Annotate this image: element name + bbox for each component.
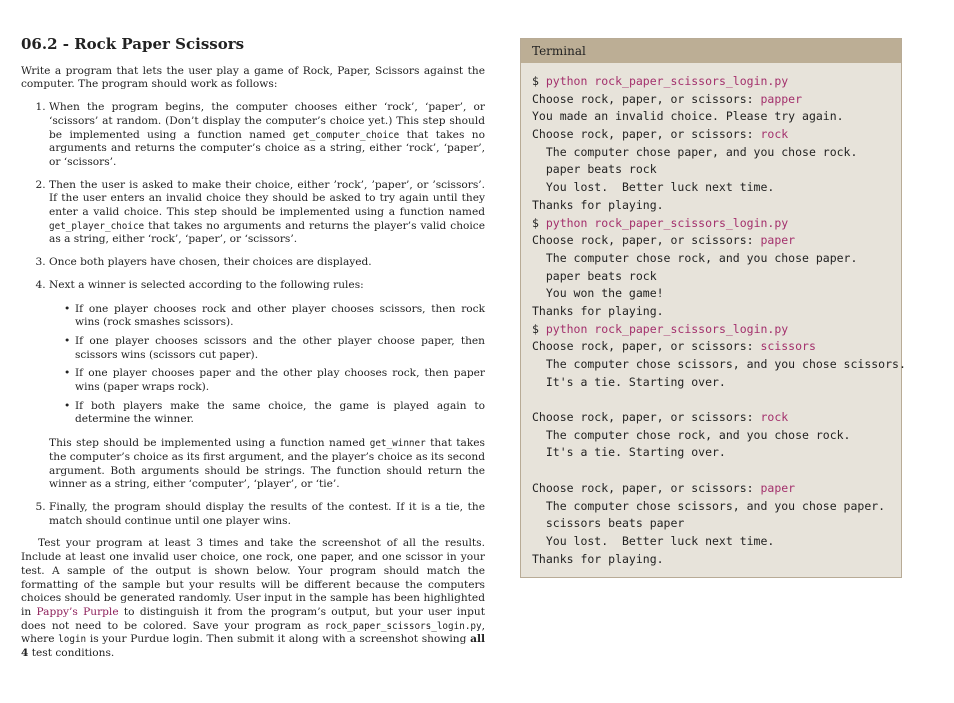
terminal-user-input: python rock_paper_scissors_login.py [545,74,789,88]
terminal-line [532,285,901,303]
terminal-output-text: It's a tie. Starting over. [532,445,726,460]
terminal-user-input: rock [760,410,789,425]
terminal-user-input: paper [760,233,796,248]
final-text-c: , where [21,619,485,646]
terminal-line [532,480,901,498]
terminal-output-text: $ [532,321,546,336]
terminal-output-text: The computer chose paper, and you chose rock. [532,144,858,159]
terminal-output-text: Choose rock, paper, or scissors: [532,91,761,106]
terminal-line [532,232,901,250]
terminal-output-text: Choose rock, paper, or scissors: [532,410,761,425]
rule-item: • If one player chooses paper and the other play chooses rock, then paper wins (paper wraps rock). [75,367,485,394]
terminal-line [532,374,901,392]
step-4-note-text-end: that takes the computer’s choice as its first argument, and the player’s choice as its second argument. Both arguments should be strings. The function should return the winner as a string, either ‘computer’, ‘player’, or ‘tie’. [49,437,485,491]
terminal-output-text: paper beats rock [532,268,657,283]
terminal-line [532,73,901,91]
terminal-line [532,409,901,427]
terminal-output-text: You made an invalid choice. Please try again. [532,109,844,124]
terminal-line [532,250,901,268]
function-name-get-player-choice: get_player_choice [49,220,145,232]
terminal-output-text: The computer chose rock, and you chose paper. [532,250,858,265]
terminal-output-text: The computer chose scissors, and you chose scissors. [532,357,906,371]
terminal-user-input: scissors [760,339,816,354]
rule-item: • If one player chooses scissors and the other player choose paper, then scissors wins (scissors cut paper). [75,335,485,362]
step-5: 5. Finally, the program should display the results of the contest. If it is a tie, the match should continue until one player wins. [49,501,485,528]
terminal-line [532,321,901,339]
terminal-line [532,427,901,445]
final-instructions [21,537,485,660]
terminal-line [532,533,901,551]
terminal-line [532,215,901,233]
terminal-output-text: $ [532,74,546,88]
terminal-line [532,356,906,374]
step-2 [49,179,485,248]
terminal-output-text: Choose rock, paper, or scissors: [532,127,761,142]
terminal-output-text: Thanks for playing. [532,197,664,212]
terminal-line [532,391,901,409]
terminal-output-text: You won the game! [532,286,664,301]
terminal-user-input: rock [760,127,789,142]
intro-paragraph: Write a program that lets the user play a game of Rock, Paper, Scissors against the computer. The program should work as follows: [21,64,485,91]
program-filename: rock_paper_scissors_login.py [324,620,482,632]
terminal-output-text: The computer chose scissors, and you chose paper. [532,498,886,513]
step-4-note [49,437,485,492]
terminal-line [532,498,901,516]
rules-list [49,303,485,428]
terminal-line [532,197,901,215]
terminal-output-text: Thanks for playing. [532,551,664,566]
function-name-get-computer-choice: get_computer_choice [292,129,400,141]
terminal-panel [520,38,906,578]
terminal-line [532,91,901,109]
terminal-line [532,161,901,179]
all-4-emphasis: all 4 [21,633,485,660]
final-text-d: is your Purdue login. Then submit it along with a screenshot showing [86,633,471,646]
terminal-output [521,63,906,568]
assignment-document [21,35,485,661]
step-1-text-end: that takes no arguments and returns the computer’s choice as a string, either ‘rock’, ‘paper’, or ‘scissors’. [49,128,485,168]
terminal-output-text: paper beats rock [532,162,657,177]
terminal-output-text: Choose rock, paper, or scissors: [532,339,761,354]
terminal-line [532,268,901,286]
terminal-user-input: paper [760,480,796,495]
login-code: login [58,634,87,646]
terminal-output-text: You lost. Better luck next time. [532,533,775,548]
terminal-line [532,126,901,144]
terminal-line [532,551,901,569]
terminal-line [532,303,901,321]
terminal-output-text: scissors beats paper [532,516,685,531]
terminal-output-text: It's a tie. Starting over. [532,374,726,389]
step-2-text-end: that takes no arguments and returns the player’s valid choice as a string, either ‘rock’, ‘paper’, or ‘scissors’. [49,219,485,246]
step-3: 3. Once both players have chosen, their choices are displayed. [49,256,485,270]
rule-item: • If both players make the same choice, the game is played again to determine the winner. [75,400,485,427]
page-title: 06.2 - Rock Paper Scissors [21,35,245,53]
terminal-line [532,515,901,533]
terminal-line [532,108,901,126]
step-4 [49,279,485,492]
terminal-user-input: papper [760,91,803,106]
rule-item: • If one player chooses rock and other player chooses scissors, then rock wins (rock smashes scissors). [75,303,485,330]
step-1-text: When the program begins, the computer chooses either ‘rock’, ‘paper’, or ‘scissors’ at random. (Don’t display the computer’s choice yet.) This step should be implemented using a function named [49,101,485,141]
terminal-user-input: python rock_paper_scissors_login.py [545,215,789,230]
terminal-line [532,462,901,480]
steps-list [21,101,485,528]
terminal-line [532,144,901,162]
step-4-text: Next a winner is selected according to the following rules: [49,278,364,291]
final-text-e: test conditions. [28,647,115,660]
final-text-a: Test your program at least 3 times and take the screenshot of all the results. Include at least one invalid user choice, one rock, one paper, and one scissor in your test. A sample of the output is shown below. Your program should match the formatting of the sample but your results will be different because the computers choices should be generated randomly. User input in the sample has been highlighted in [21,537,485,618]
terminal-output-text: Choose rock, paper, or scissors: [532,480,761,495]
step-2-text: Then the user is asked to make their choice, either ’rock’, ’paper’, or ’scissors’. If the user enters an invalid choice they should be asked to try again until they enter a valid choice. This step should be implemented using a function named [49,178,485,219]
terminal-user-input: python rock_paper_scissors_login.py [545,321,789,336]
terminal-output-text: You lost. Better luck next time. [532,180,775,195]
terminal-line [532,179,901,197]
terminal-line [532,444,901,462]
pappys-purple-label: Pappy’s Purple [36,605,119,618]
terminal-line [532,338,901,356]
step-4-note-text: This step should be implemented using a function named [49,437,370,450]
terminal-output-text: $ [532,215,546,230]
terminal-title: Terminal [521,39,901,63]
final-text-b: to distinguish it from the program’s output, but your user input does not need to be colored. Save your program as [21,605,485,632]
terminal-output-text: The computer chose rock, and you chose rock. [532,427,851,442]
terminal-output-text: Thanks for playing. [532,303,664,318]
function-name-get-winner: get_winner [369,438,426,450]
step-1 [49,101,485,170]
terminal-output-text: Choose rock, paper, or scissors: [532,233,761,248]
